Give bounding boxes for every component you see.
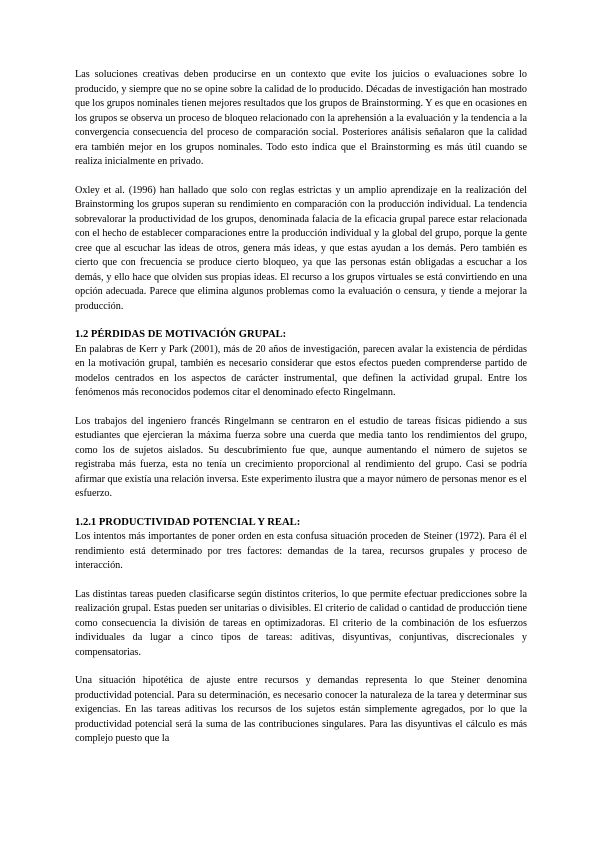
paragraph-ringelmann: Los trabajos del ingeniero francés Ringelmann se centraron en el estudio de tareas físicas pidiendo a sus estudiantes que ejercieran la máxima fuerza sobre una cuerda que media tanto los rendimientos del grupo, como los de sujetos aislados. Su descubrimiento fue que, aunque aumentando el número de sujetos se registraba más fuerza, esta no tenía un crecimiento proporcional al rendimiento del grupo. Casi se podría afirmar que existía una relación inversa. Este experimento ilustra que a mayor número de personas menor es el esfuerzo. xyxy=(75,415,527,499)
paragraph-hypothetical-adjustment: Una situación hipotética de ajuste entre recursos y demandas representa lo que Steiner denomina productividad potencial. Para su determinación, es necesario conocer la naturaleza de la tarea y determinar sus exigencias. En las tareas aditivas los recursos de los sujetos están simplemente agregados, por lo que la productividad potencial será la suma de las contribuciones singulares. Para las disyuntivas el cálculo es más complejo puesto que la xyxy=(75,675,527,744)
paragraph-kerr-park: En palabras de Kerr y Park (2001), más de 20 años de investigación, parecen avalar la existencia de pérdidas en la motivación grupal, también es necesario considerar que estos efectos pueden comprenderse partido de modelos centrados en los aspectos de carácter instrumental, que definen la actividad grupal. Entre los fenómenos más reconocidos podemos citar el denominado efecto Ringelmann. xyxy=(75,343,527,398)
section-heading-motivation-losses: 1.2 PÉRDIDAS DE MOTIVACIÓN GRUPAL: xyxy=(75,329,287,340)
paragraph-steiner: Los intentos más importantes de poner orden en esta confusa situación proceden de Steiner (1972). Para él el rendimiento está determinado por tres factores: demandas de la tarea, recursos grupales y proceso de interacción. xyxy=(75,531,527,571)
paragraph-brainstorming-evaluation: Las soluciones creativas deben producirse en un contexto que evite los juicios o evaluaciones sobre lo producido, y siempre que no se opine sobre la calidad de lo producido. Décadas de investigación han mostrado que los grupos nominales tienen mejores resultados que los grupos de Brainstorming. Y es que en ocasiones en los grupos se observa un proceso de bloqueo relacionado con la aprehensión a la evaluación y la tendencia a la convergencia consecuencia del proceso de comparación social. Posteriores análisis señalaron que la calidad era también mejor en los grupos nominales. Todo esto indica que el Brainstorming es más útil cuando se realiza inicialmente en privado. xyxy=(75,69,527,167)
document-page xyxy=(75,68,527,747)
paragraph-oxley-study: Oxley et al. (1996) han hallado que solo con reglas estrictas y un amplio aprendizaje en la realización del Brainstorming los grupos superan su rendimiento en comparación con la producción individual. La tendencia sobrevalorar la productividad de los grupos, denominada falacia de la eficacia grupal parece estar relacionada con el hecho de establecer comparaciones entre la producción individual y la global del grupo, porque la gente cree que al escuchar las ideas de otros, genera más ideas, y que estas ayudan a los demás. Pero también es cierto que con frecuencia se produce cierto bloqueo, ya que las personas están obligadas a escuchar a los demás, y ello hace que olviden sus propias ideas. El recurso a los grupos virtuales se está convirtiendo en una opción adecuada. Parece que elimina algunos problemas como la evaluación o censura, y tiende a mejorar la producción. xyxy=(75,184,527,312)
paragraph-task-classification: Las distintas tareas pueden clasificarse según distintos criterios, lo que permite efectuar predicciones sobre la realización grupal. Estas pueden ser unitarias o divisibles. El criterio de calidad o cantidad de producción tiene como consecuencia la división de tareas en optimizadoras. El criterio de la combinación de los esfuerzos individuales da lugar a cinco tipos de tareas: aditivas, disyuntivas, conjuntivas, discrecionales y compensatorias. xyxy=(75,588,527,658)
section-heading-potential-productivity: 1.2.1 PRODUCTIVIDAD POTENCIAL Y REAL: xyxy=(75,516,301,528)
